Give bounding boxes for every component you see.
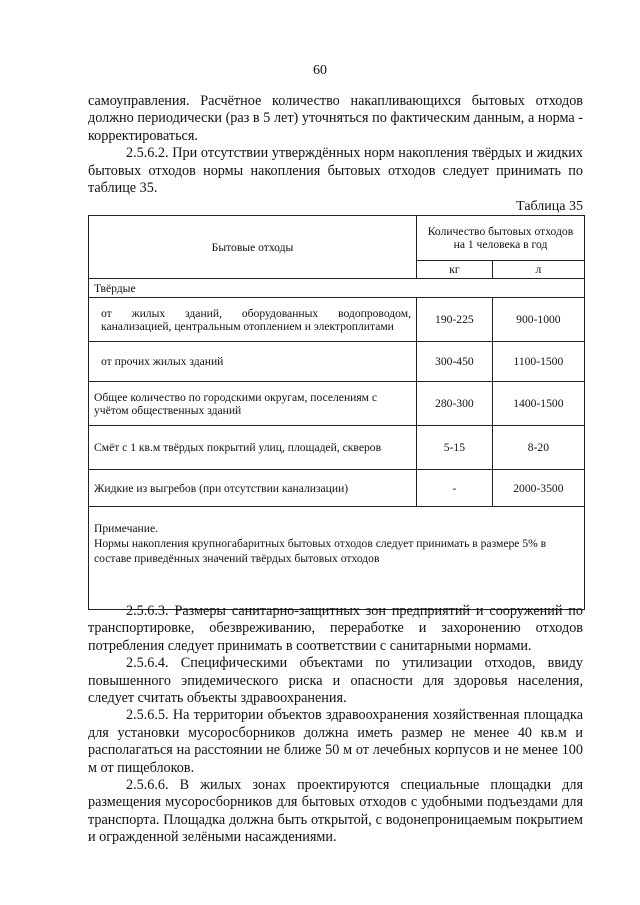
row-l: 900-1000 [492, 298, 584, 342]
header-waste-type: Бытовые отходы [89, 216, 417, 279]
header-quantity: Количество бытовых отходов на 1 человека в год [417, 216, 585, 261]
page-number: 60 [313, 63, 327, 78]
table-row [89, 298, 585, 342]
table-caption: Таблица 35 [516, 199, 583, 214]
paragraph: самоуправления. Расчётное количество накапливающихся бытовых отходов должно периодически (раз в 5 лет) уточняться по фактическим данным, а норма - корректироваться. [88, 93, 583, 144]
row-name: от жилых зданий, оборудованных водопроводом, канализацией, центральным отоплением и электроплитами [89, 298, 417, 342]
section-solid: Твёрдые [89, 279, 585, 298]
paragraph: 2.5.6.5. На территории объектов здравоохранения хозяйственная площадка для установки мусоросборников должна иметь размер не менее 40 кв.м и располагаться на расстоянии не ближе 50 м от лечебных корпусов и не менее 100 м от пищеблоков. [88, 707, 583, 776]
table-row [89, 382, 585, 426]
table-row [89, 470, 585, 507]
paragraph: 2.5.6.4. Специфическими объектами по утилизации отходов, ввиду повышенного эпидемического риска и опасности для здоровья населения, следует считать объекты здравоохранения. [88, 655, 583, 707]
table-note [89, 507, 585, 610]
paragraph: 2.5.6.6. В жилых зонах проектируются специальные площадки для размещения мусоросборников для бытовых отходов с удобными подъездами для транспорта. Площадка должна быть открытой, с водонепроницаемым покрытием и огражденной зелёными насаждениями. [88, 777, 583, 846]
header-unit-l: л [492, 261, 584, 279]
row-kg: 5-15 [417, 426, 493, 470]
paragraph: 2.5.6.2. При отсутствии утверждённых норм накопления твёрдых и жидких бытовых отходов нормы накопления бытовых отходов следует принимать по таблице 35. [88, 145, 583, 197]
note-title: Примечание. [94, 522, 158, 535]
row-name: Смёт с 1 кв.м твёрдых покрытий улиц, площадей, скверов [89, 426, 417, 470]
row-kg: 190-225 [417, 298, 493, 342]
header-unit-kg: кг [417, 261, 493, 279]
row-l: 1100-1500 [492, 342, 584, 382]
paragraph: 2.5.6.3. Размеры санитарно-защитных зон предприятий и сооружений по транспортировке, обезвреживанию, переработке и захоронению отходов потребления следует принимать в соответствии с санитарными нормами. [88, 603, 583, 654]
row-name: Жидкие из выгребов (при отсутствии канализации) [89, 470, 417, 507]
row-l: 8-20 [492, 426, 584, 470]
waste-norms-table [88, 215, 585, 610]
row-name: от прочих жилых зданий [89, 342, 417, 382]
row-kg: 300-450 [417, 342, 493, 382]
row-kg: 280-300 [417, 382, 493, 426]
body-text [88, 603, 583, 847]
intro-text [88, 93, 583, 197]
note-text: Нормы накопления крупногабаритных бытовых отходов следует принимать в размере 5% в составе приведённых значений твёрдых бытовых отходов [94, 537, 547, 565]
row-l: 2000-3500 [492, 470, 584, 507]
row-l: 1400-1500 [492, 382, 584, 426]
row-name: Общее количество по городскими округам, поселениям с учётом общественных зданий [89, 382, 417, 426]
row-kg: - [417, 470, 493, 507]
table-row [89, 426, 585, 470]
table-row [89, 342, 585, 382]
